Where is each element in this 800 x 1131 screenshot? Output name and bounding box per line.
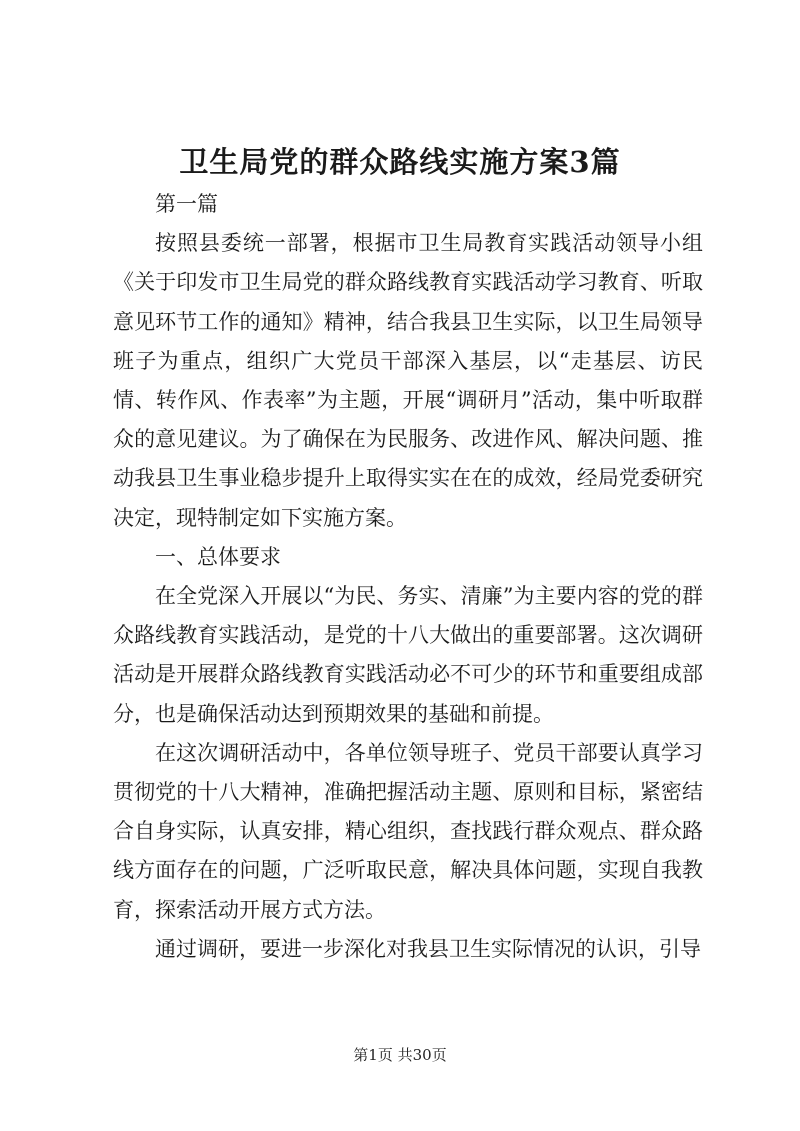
document-body <box>113 185 703 969</box>
paragraph-background: 在全党深入开展以“为民、务实、清廉”为主要内容的党的群众路线教育实践活动，是党的十八大做出的重要部署。这次调研活动是开展群众路线教育实践活动必不可少的环节和重要组成部分，也是确保活动达到预期效果的基础和前提。 <box>113 584 703 726</box>
page-number: 第1页 共30页 <box>353 1046 447 1064</box>
paragraph-requirements: 在这次调研活动中，各单位领导班子、党员干部要认真学习贯彻党的十八大精神，准确把握活动主题、原则和目标，紧密结合自身实际，认真安排，精心组织，查找践行群众观点、群众路线方面存在的问题，广泛听取民意，解决具体问题，实现自我教育，探索活动开展方式方法。 <box>113 740 703 922</box>
section-heading-part-one: 第一篇 <box>155 192 218 216</box>
paragraph-intro: 按照县委统一部署，根据市卫生局教育实践活动领导小组《关于印发市卫生局党的群众路线教育实践活动学习教育、听取意见环节工作的通知》精神，结合我县卫生实际，以卫生局领导班子为重点，组织广大党员干部深入基层，以“走基层、访民情、转作风、作表率”为主题，开展“调研月”活动，集中听取群众的意见建议。为了确保在为民服务、改进作风、解决问题、推动我县卫生事业稳步提升上取得实实在在的成效，经局党委研究决定，现特制定如下实施方案。 <box>113 231 703 530</box>
section-heading-general-requirements: 一、总体要求 <box>155 544 281 569</box>
paragraph-goal: 通过调研，要进一步深化对我县卫生实际情况的认识，引导 <box>155 936 701 961</box>
document-title: 卫生局党的群众路线实施方案3篇 <box>179 145 621 179</box>
